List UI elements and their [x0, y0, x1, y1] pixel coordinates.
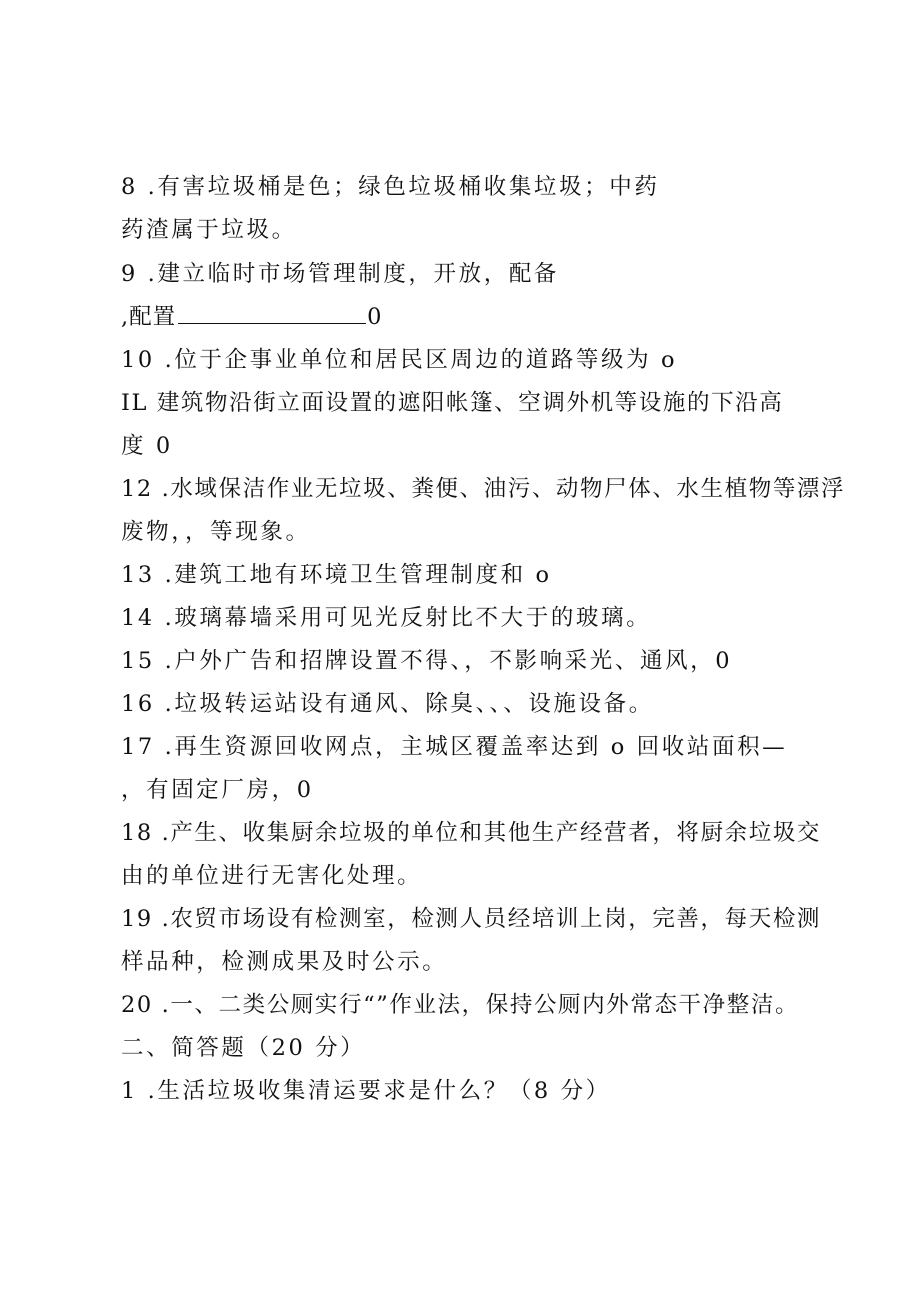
question-12-line-2: 废物，，等现象。: [121, 519, 311, 545]
section-title-short-answer: 二、简答题（20 分）: [121, 1035, 366, 1061]
question-17-line-2: ，有固定厂房，0: [121, 777, 314, 803]
question-11-line-1: IL 建筑物沿街立面设置的遮阳帐篷、空调外机等设施的下沿高: [121, 390, 784, 416]
question-10: 10 .位于企事业单位和居民区周边的道路等级为 o: [121, 347, 678, 373]
question-9-line-1: 9 .建立临时市场管理制度，开放，配备: [121, 261, 560, 287]
question-16: 16 .垃圾转运站设有通风、除臭、、、设施设备。: [121, 691, 654, 717]
question-14: 14 .玻璃幕墙采用可见光反射比不大于的玻璃。: [121, 605, 652, 631]
question-13: 13 .建筑工地有环境卫生管理制度和 o: [121, 562, 552, 588]
question-17-line-1: 17 .再生资源回收网点，主城区覆盖率达到 o 回收站面积—: [121, 734, 788, 760]
question-18-line-1: 18 .产生、收集厨余垃圾的单位和其他生产经营者，将厨余垃圾交: [121, 820, 822, 846]
question-15: 15 .户外广告和招牌设置不得、，不影响采光、通风，0: [121, 648, 733, 674]
question-19-line-2: 样品种，检测成果及时公示。: [121, 949, 448, 975]
short-answer-question-1: 1 .生活垃圾收集清运要求是什么？（8 分）: [121, 1078, 611, 1104]
question-8-line-1: 8 .有害垃圾桶是色；绿色垃圾桶收集垃圾；中药: [121, 174, 660, 200]
question-8-line-2: 药渣属于垃圾。: [121, 217, 297, 243]
question-19-line-1: 19 .农贸市场设有检测室，检测人员经培训上岗，完善，每天检测: [121, 906, 822, 932]
question-20: 20 .一、二类公厕实行“”作业法，保持公厕内外常态干净整洁。: [121, 992, 800, 1018]
question-9-suffix: 0: [367, 304, 383, 330]
question-11-line-2: 度 0: [121, 433, 173, 459]
answer-blank: [178, 303, 366, 324]
question-9-line-2: [121, 302, 382, 332]
question-12-line-1: 12 .水域保洁作业无垃圾、粪便、油污、动物尸体、水生植物等漂浮: [121, 476, 846, 502]
question-9-prefix: ,配置: [121, 304, 177, 330]
question-18-line-2: 由的单位进行无害化处理。: [121, 863, 423, 889]
